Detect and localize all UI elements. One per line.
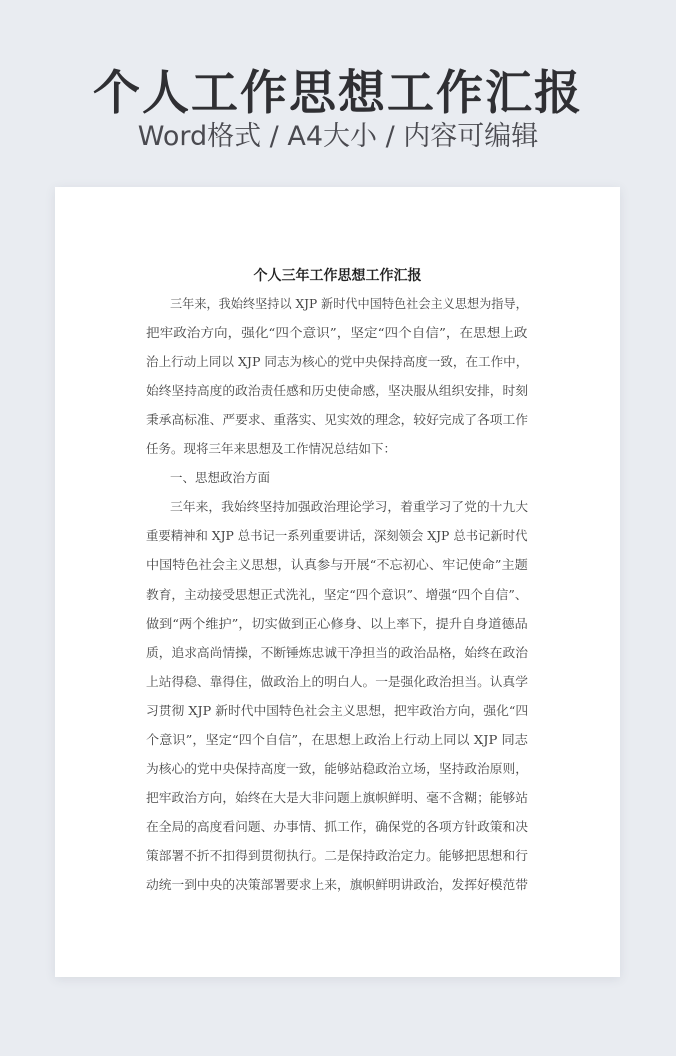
paragraph-line: 把牢政治方向，强化“四个意识”，坚定“四个自信”，在思想上政 xyxy=(146,325,528,341)
paragraph-line: 习贯彻 XJP 新时代中国特色社会主义思想，把牢政治方向，强化“四 xyxy=(146,702,529,718)
document-page xyxy=(55,187,620,977)
paragraph-line: 在全局的高度看问题、办事情、抓工作，确保党的各项方针政策和决 xyxy=(146,818,529,834)
paragraph-line: 上站得稳、靠得住，做政治上的明白人。一是强化政治担当。认真学 xyxy=(146,673,529,689)
paragraph-line: 质，追求高尚情操，不断锤炼忠诚干净担当的政治品格，始终在政治 xyxy=(146,644,529,660)
paragraph-line: 个意识”，坚定“四个自信”，在思想上政治上行动上同以 XJP 同志 xyxy=(146,731,528,747)
paragraph-line: 动统一到中央的决策部署要求上来，旗帜鲜明讲政治，发挥好模范带 xyxy=(146,877,529,892)
paragraph-line: 教育，主动接受思想正式洗礼，坚定“四个意识”、增强“四个自信”、 xyxy=(146,586,528,602)
paragraph-line: 策部署不折不扣得到贯彻执行。二是保持政治定力。能够把思想和行 xyxy=(146,847,529,863)
document-title: 个人三年工作思想工作汇报 xyxy=(253,268,422,284)
section-heading: 一、思想政治方面 xyxy=(170,470,271,486)
paragraph-line: 始终坚持高度的政治责任感和历史使命感，坚决服从组织安排，时刻 xyxy=(146,383,529,399)
paragraph-line: 为核心的党中央保持高度一致，能够站稳政治立场，坚持政治原则， xyxy=(146,760,529,776)
paragraph-line: 把牢政治方向，始终在大是大非问题上旗帜鲜明、毫不含糊；能够站 xyxy=(146,789,529,805)
paragraph-first-line: 三年来，我始终坚持以 XJP 新时代中国特色社会主义思想为指导， xyxy=(170,296,528,311)
paragraph-line: 秉承高标准、严要求、重落实、见实效的理念，较好完成了各项工作 xyxy=(146,412,529,428)
paragraph-line: 任务。现将三年来思想及工作情况总结如下： xyxy=(146,441,397,457)
hero-title: 个人工作思想工作汇报 xyxy=(93,66,583,121)
paragraph-first-line: 三年来，我始终坚持加强政治理论学习，着重学习了党的十九大 xyxy=(170,499,529,515)
paragraph-line: 治上行动上同以 XJP 同志为核心的党中央保持高度一致，在工作中， xyxy=(146,354,529,370)
paragraph-line: 做到“两个维护”，切实做到正心修身、以上率下，提升自身道德品 xyxy=(146,615,528,631)
hero-subtitle: Word格式 / A4大小 / 内容可编辑 xyxy=(137,121,539,152)
paragraph-line: 重要精神和 XJP 总书记一系列重要讲话，深刻领会 XJP 总书记新时代 xyxy=(146,528,528,544)
paragraph-line: 中国特色社会主义思想，认真参与开展“不忘初心、牢记使命”主题 xyxy=(146,557,528,573)
